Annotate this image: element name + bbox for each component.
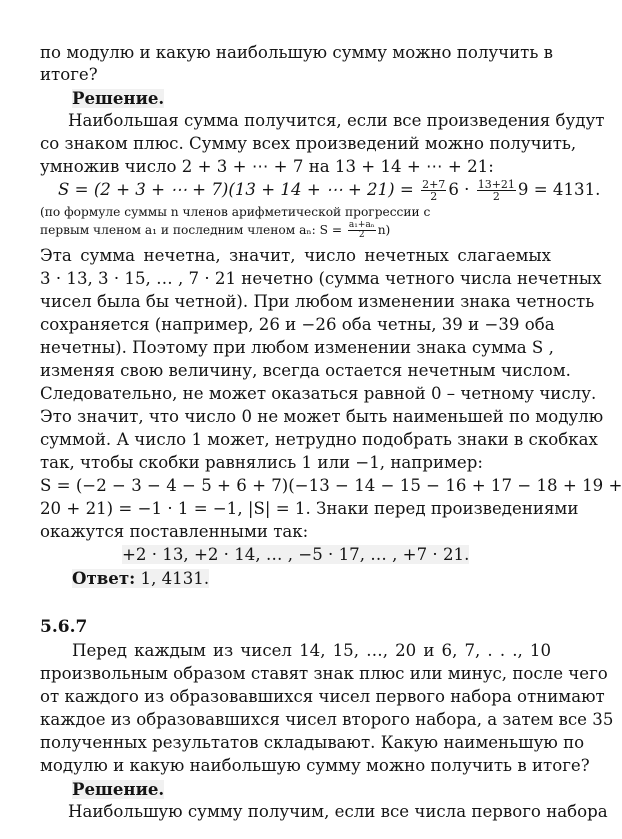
text-line (40, 314, 555, 336)
formula-lhs: S = (2 + 3 + ⋯ + 7)(13 + 14 + ⋯ + 21) = (58, 180, 420, 199)
line-text: 5.6.7 (40, 617, 88, 637)
line-text: сохраняется (например, 26 и −26 оба четны, 39 и −39 оба (40, 315, 555, 334)
line-text: Это значит, что число 0 не может быть наименьшей по модулю (40, 407, 604, 426)
text-line (68, 801, 608, 823)
line-text: от каждого из образовавшихся чисел первого набора отнимают (40, 687, 605, 706)
line-text: нечетны). Поэтому при любом изменении знака сумма S , (40, 338, 554, 357)
text-line (40, 268, 602, 290)
text-line (40, 452, 551, 474)
line-text: модулю и какую наибольшую сумму можно получить в итоге? (40, 756, 590, 775)
text-line (72, 778, 551, 801)
line-text: Решение. (72, 88, 165, 108)
line-text: произвольным образом ставят знак плюс или минус, после чего (40, 664, 608, 683)
line-text: Наибольшую сумму получим, если все числа первого набора (68, 802, 608, 821)
text-line (40, 291, 595, 313)
line-text: каждое из образовавшихся чисел второго набора, а затем все 35 (40, 710, 614, 729)
text-line (68, 110, 605, 132)
text-line (122, 544, 551, 566)
line-text: полученных результатов складывают. Какую наименьшую по (40, 733, 585, 752)
line-text: +2 · 13, +2 · 14, … , −5 · 17, … , +7 · 21. (122, 545, 470, 564)
text-line (40, 42, 554, 64)
line-text: 20 + 21) = −1 · 1 = −1, |S| = 1. Знаки перед произведениями (40, 499, 579, 518)
text-line (40, 663, 608, 685)
line-text: итоге? (40, 65, 98, 84)
text-line (40, 521, 551, 543)
formula-line (58, 178, 601, 203)
text-line (40, 709, 614, 731)
line-text: со знаком плюс. Сумму всех произведений можно получить, (40, 134, 577, 153)
text-line (40, 732, 585, 754)
line-text: изменяя свою величину, всегда остается нечетным числом. (40, 361, 571, 380)
text-line (72, 567, 551, 590)
line-text: умножив число 2 + 3 + ⋯ + 7 на 13 + 14 + ⋯ + 21: (40, 157, 494, 176)
section-heading (40, 616, 551, 638)
text-line (40, 498, 579, 520)
text-line (40, 133, 577, 155)
formula-mid: 6 · (448, 180, 475, 199)
text-line (40, 383, 597, 405)
text-line (40, 337, 554, 359)
line-text: суммой. А число 1 может, нетрудно подобрать знаки в скобках (40, 430, 598, 449)
line-text: чисел была бы четной). При любом изменении знака четность (40, 292, 595, 311)
text-line (40, 156, 551, 178)
text-line (72, 640, 551, 662)
line-text: 1, 4131. (140, 569, 210, 588)
line-text: Перед каждым из чисел 14, 15, …, 20 и 6, 7, . . ., 10 (72, 641, 551, 660)
line-text: так, чтобы скобки равнялись 1 или −1, например: (40, 453, 483, 472)
text-line (40, 204, 551, 220)
text-line (40, 360, 571, 382)
line-text: Эта сумма нечетна, значит, число нечетных слагаемых (40, 246, 551, 265)
line-text: Решение. (72, 779, 165, 799)
fraction-2: $\frac{13+21}{2}$ (477, 178, 515, 203)
line-text: Следовательно, не может оказаться равной 0 – четному числу. (40, 384, 597, 403)
text-line (40, 245, 551, 267)
note-fraction: $\frac{\text{a₁+aₙ}}{2}$ (348, 220, 375, 240)
note-line-2: первым членом a₁ и последним членом aₙ: S = $\frac{\text{a₁+aₙ}}{2}$ n) (40, 220, 391, 240)
formula-rhs: 9 = 4131. (517, 180, 601, 199)
answer-label: Ответ: (72, 568, 136, 588)
text-line (40, 686, 605, 708)
line-text: Наибольшая сумма получится, если все произведения будут (68, 111, 605, 130)
text-line (40, 475, 622, 497)
text-line (40, 64, 551, 86)
line-text: по модулю и какую наибольшую сумму можно получить в (40, 43, 554, 62)
fraction-1: $\frac{2+7}{2}$ (422, 178, 446, 203)
text-line (40, 406, 604, 428)
line-text: окажутся поставленными так: (40, 522, 309, 541)
text-line (40, 755, 590, 777)
line-text: S = (−2 − 3 − 4 − 5 + 6 + 7)(−13 − 14 − 15 − 16 + 17 − 18 + 19 + (40, 476, 622, 495)
line-text: 3 · 13, 3 · 15, … , 7 · 21 нечетно (сумма четного числа нечетных (40, 269, 602, 288)
line-text: (по формуле суммы n членов арифметической прогрессии с (40, 205, 431, 219)
text-line (40, 429, 598, 451)
text-line (72, 87, 551, 110)
